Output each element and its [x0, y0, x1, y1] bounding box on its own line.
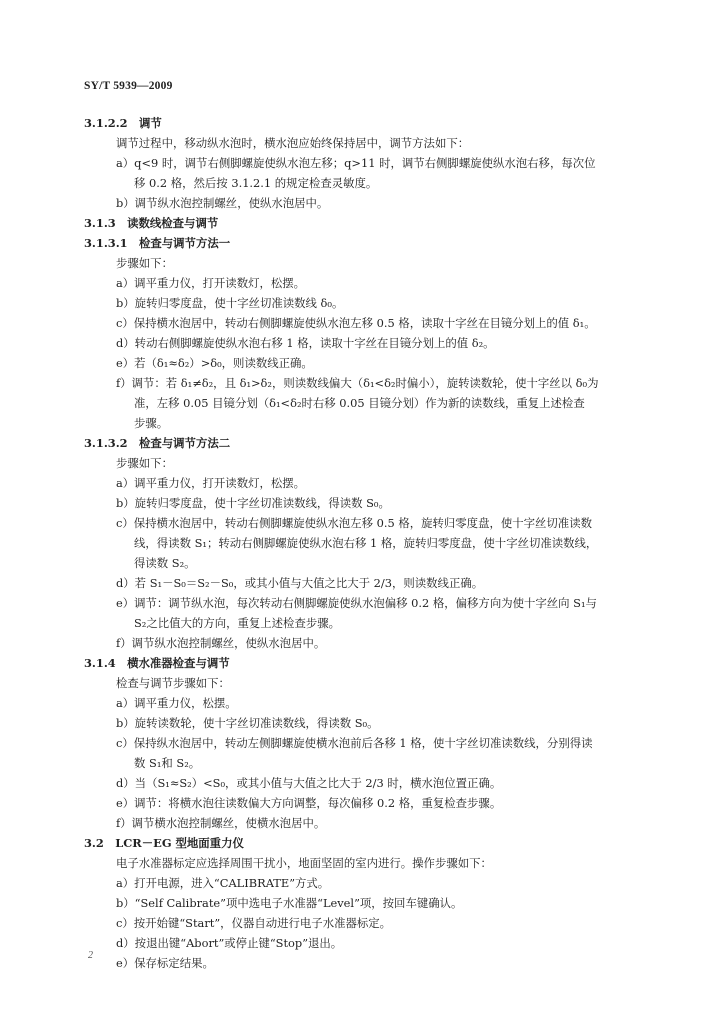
paragraph-line: b）“Self Calibrate”项中选电子水准器“Level”项，按回车键确认。: [116, 896, 463, 910]
section-heading: 3.1.4 横水准器检查与调节: [84, 656, 230, 670]
paragraph-line: a）q<9 时，调节右侧脚螺旋使纵水泡左移；q>11 时，调节右侧脚螺旋使纵水泡右移，每次位: [116, 156, 596, 170]
paragraph-line: c）保持纵水泡居中，转动左侧脚螺旋使横水泡前后各移 1 格，使十字丝切准读数线，分别得读: [116, 736, 593, 750]
paragraph-line: a）调平重力仪，松摆。: [116, 696, 237, 710]
paragraph-line: 线，得读数 S₁；转动右侧脚螺旋使纵水泡右移 1 格，旋转归零度盘，使十字丝切准读数线，: [134, 536, 598, 550]
paragraph-line: e）保存标定结果。: [116, 956, 214, 970]
page-number: 2: [88, 950, 93, 961]
paragraph-line: b）旋转归零度盘，使十字丝切准读数线 δ₀。: [116, 296, 344, 310]
paragraph-line: a）调平重力仪，打开读数灯，松摆。: [116, 476, 306, 490]
section-heading: 3.1.2.2 调节: [84, 116, 162, 130]
paragraph-line: a）调平重力仪，打开读数灯，松摆。: [116, 276, 306, 290]
paragraph-line: e）若（δ₁≈δ₂）>δ₀，则读数线正确。: [116, 356, 313, 370]
paragraph-line: S₂之比值大的方向，重复上述检查步骤。: [134, 616, 341, 630]
standard-code-header: SY/T 5939—2009: [84, 80, 173, 92]
paragraph-line: e）调节：将横水泡往读数偏大方向调整，每次偏移 0.2 格，重复检查步骤。: [116, 796, 502, 810]
paragraph-line: d）若 S₁－S₀＝S₂－S₀，或其小值与大值之比大于 2/3，则读数线正确。: [116, 576, 484, 590]
section-heading: 3.1.3.1 检查与调节方法一: [84, 236, 231, 250]
paragraph-line: d）按退出键“Abort”或停止键“Stop”退出。: [116, 936, 343, 950]
paragraph-line: 检查与调节步骤如下：: [116, 676, 230, 690]
paragraph-line: a）打开电源，进入“CALIBRATE”方式。: [116, 876, 330, 890]
paragraph-line: b）调节纵水泡控制螺丝，使纵水泡居中。: [116, 196, 329, 210]
paragraph-line: 移 0.2 格，然后按 3.1.2.1 的规定检查灵敏度。: [134, 176, 378, 190]
paragraph-line: 准，左移 0.05 目镜分划（δ₁<δ₂时右移 0.05 目镜分划）作为新的读数线，重复上述检查: [134, 396, 585, 410]
paragraph-line: 调节过程中，移动纵水泡时，横水泡应始终保持居中，调节方法如下：: [116, 136, 470, 150]
paragraph-line: c）按开始键“Start”，仪器自动进行电子水准器标定。: [116, 916, 392, 930]
paragraph-line: e）调节：调节纵水泡，每次转动右侧脚螺旋使纵水泡偏移 0.2 格，偏移方向为使十字丝向 S₁与: [116, 596, 597, 610]
paragraph-line: f）调节横水泡控制螺丝，使横水泡居中。: [116, 816, 326, 830]
section-heading: 3.1.3 读数线检查与调节: [84, 216, 219, 230]
paragraph-line: 电子水准器标定应选择周围干扰小，地面坚固的室内进行。操作步骤如下：: [116, 856, 492, 870]
section-heading: 3.2 LCR－EG 型地面重力仪: [84, 836, 244, 850]
paragraph-line: d）转动右侧脚螺旋使纵水泡右移 1 格，读取十字丝在目镜分划上的值 δ₂。: [116, 336, 495, 350]
section-heading: 3.1.3.2 检查与调节方法二: [84, 436, 231, 450]
paragraph-line: 步骤。: [134, 416, 169, 430]
paragraph-line: c）保持横水泡居中，转动右侧脚螺旋使纵水泡左移 0.5 格，读取十字丝在目镜分划上的值 δ₁。: [116, 316, 596, 330]
paragraph-line: b）旋转读数轮，使十字丝切准读数线，得读数 S₀。: [116, 716, 379, 730]
paragraph-line: 步骤如下：: [116, 256, 173, 270]
paragraph-line: f）调节纵水泡控制螺丝，使纵水泡居中。: [116, 636, 326, 650]
paragraph-line: 步骤如下：: [116, 456, 173, 470]
paragraph-line: c）保持横水泡居中，转动右侧脚螺旋使纵水泡左移 0.5 格，旋转归零度盘，使十字丝切准读数: [116, 516, 592, 530]
paragraph-line: b）旋转归零度盘，使十字丝切准读数线，得读数 S₀。: [116, 496, 390, 510]
paragraph-line: 得读数 S₂。: [134, 556, 196, 570]
paragraph-line: d）当（S₁≈S₂）<S₀，或其小值与大值之比大于 2/3 时，横水泡位置正确。: [116, 776, 502, 790]
paragraph-line: 数 S₁和 S₂。: [134, 756, 201, 770]
paragraph-line: f）调节：若 δ₁≠δ₂，且 δ₁>δ₂，则读数线偏大（δ₁<δ₂时偏小），旋转读数轮，使十字丝以 δ₀为: [116, 376, 599, 390]
